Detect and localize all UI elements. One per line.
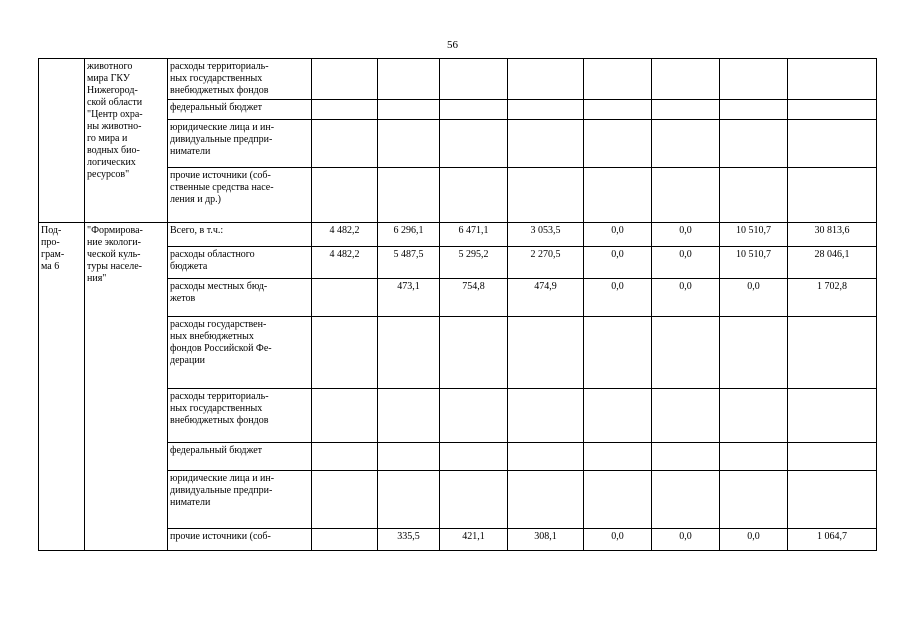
funding-source-line: ниматели [170,497,211,508]
value-cell [788,168,877,223]
funding-source-line: расходы местных бюд- [170,281,268,292]
value-cell [652,389,720,443]
value-cell [312,120,378,168]
funding-source-line: федеральный бюджет [170,102,263,113]
value-cell [312,168,378,223]
value-cell: 6 296,1 [378,223,440,247]
subprogram-name-line: туры населе- [87,261,143,272]
value-cell: 0,0 [584,529,652,551]
value-cell [378,389,440,443]
funding-source-line: внебюджетных фондов [170,415,269,426]
value-cell [312,100,378,120]
measure-name-line: го мира и [87,133,128,144]
value-cell [584,317,652,389]
value-cell [584,100,652,120]
value-cell: 473,1 [378,279,440,317]
value-cell [508,317,584,389]
value-cell: 0,0 [720,279,788,317]
value-cell [378,443,440,471]
measure-name-line: животного [87,61,133,72]
subprogram-name-line: ния" [87,273,107,284]
value-cell: 6 471,1 [440,223,508,247]
value-cell [440,120,508,168]
value-cell: 0,0 [652,279,720,317]
value-cell: 0,0 [720,529,788,551]
value-cell [440,168,508,223]
value-cell [652,443,720,471]
value-cell: 3 053,5 [508,223,584,247]
value-cell [584,59,652,100]
measure-name-line: мира ГКУ [87,73,130,84]
value-cell [378,168,440,223]
funding-source-cell [168,443,312,471]
table-row [39,59,877,100]
value-cell: 335,5 [378,529,440,551]
value-cell [378,317,440,389]
value-cell [720,471,788,529]
funding-source-line: юридические лица и ин- [170,473,275,484]
value-cell [788,389,877,443]
value-cell [584,168,652,223]
value-cell: 10 510,7 [720,223,788,247]
value-cell [788,317,877,389]
funding-source-line: бюджета [170,261,208,272]
subprogram-name-line: ческой куль- [87,249,141,260]
value-cell: 0,0 [652,247,720,279]
value-cell [312,443,378,471]
value-cell: 474,9 [508,279,584,317]
funding-source-line: дерации [170,355,206,366]
value-cell: 308,1 [508,529,584,551]
funding-source-line: дивидуальные предпри- [170,134,273,145]
program-label-cell [39,59,85,223]
subprogram-label-line: про- [41,237,60,248]
funding-source-line: ных государственных [170,73,263,84]
funding-source-line: фондов Российской Фе- [170,343,272,354]
funding-source-cell [168,247,312,279]
measure-name-line: "Центр охра- [87,109,143,120]
value-cell [720,317,788,389]
table-row [39,223,877,247]
funding-source-line: внебюджетных фондов [170,85,269,96]
measure-name-line: ны животно- [87,121,142,132]
value-cell [508,471,584,529]
value-cell [312,389,378,443]
measure-name-line: логических [87,157,136,168]
value-cell [378,120,440,168]
funding-source-cell [168,100,312,120]
value-cell [508,389,584,443]
value-cell: 4 482,2 [312,223,378,247]
funding-source-line: ных внебюджетных [170,331,254,342]
value-cell [312,279,378,317]
value-cell [378,471,440,529]
value-cell [312,471,378,529]
value-cell [720,59,788,100]
value-cell [584,471,652,529]
value-cell [720,443,788,471]
value-cell [378,59,440,100]
value-cell [584,389,652,443]
value-cell: 0,0 [584,247,652,279]
value-cell: 4 482,2 [312,247,378,279]
budget-table [38,58,877,551]
funding-source-line: прочие источники (соб- [170,531,271,542]
value-cell [508,59,584,100]
value-cell [378,100,440,120]
funding-source-line: федеральный бюджет [170,445,263,456]
measure-name-cell [85,59,168,223]
value-cell [720,389,788,443]
value-cell [788,471,877,529]
value-cell: 10 510,7 [720,247,788,279]
value-cell: 28 046,1 [788,247,877,279]
value-cell [440,317,508,389]
funding-source-cell [168,168,312,223]
funding-source-cell [168,389,312,443]
funding-source-line: ственные средства насе- [170,182,274,193]
value-cell [652,168,720,223]
page-number: 56 [447,39,458,51]
value-cell: 0,0 [652,223,720,247]
funding-source-line: расходы государствен- [170,319,267,330]
value-cell [508,120,584,168]
funding-source-line: ления и др.) [170,194,222,205]
value-cell: 1 064,7 [788,529,877,551]
value-cell [508,168,584,223]
measure-name-line: ресурсов" [87,169,130,180]
funding-source-line: жетов [170,293,196,304]
value-cell [440,443,508,471]
subprogram-name-line: ние экологи- [87,237,141,248]
measure-name-line: Нижегород- [87,85,138,96]
value-cell: 5 295,2 [440,247,508,279]
value-cell: 1 702,8 [788,279,877,317]
funding-source-line: расходы территориаль- [170,391,269,402]
value-cell: 30 813,6 [788,223,877,247]
value-cell [440,389,508,443]
funding-source-line: дивидуальные предпри- [170,485,273,496]
funding-source-line: расходы областного [170,249,255,260]
value-cell [312,59,378,100]
funding-source-line: расходы территориаль- [170,61,269,72]
value-cell [652,100,720,120]
value-cell [788,120,877,168]
funding-source-line: Всего, в т.ч.: [170,225,224,236]
value-cell [312,529,378,551]
funding-source-line: прочие источники (соб- [170,170,271,181]
funding-source-line: юридические лица и ин- [170,122,275,133]
subprogram-label-line: Под- [41,225,62,236]
value-cell [788,100,877,120]
funding-source-line: ниматели [170,146,211,157]
subprogram-label-cell [39,223,85,551]
funding-source-cell [168,223,312,247]
funding-source-cell [168,471,312,529]
value-cell: 0,0 [652,529,720,551]
subprogram-name-line: "Формирова- [87,225,143,236]
value-cell [720,100,788,120]
funding-source-cell [168,529,312,551]
funding-source-cell [168,279,312,317]
funding-source-line: ных государственных [170,403,263,414]
value-cell: 421,1 [440,529,508,551]
value-cell: 754,8 [440,279,508,317]
value-cell [652,120,720,168]
value-cell [652,59,720,100]
value-cell [788,443,877,471]
value-cell [720,168,788,223]
subprogram-label-line: ма 6 [41,261,60,272]
value-cell: 2 270,5 [508,247,584,279]
measure-name-line: водных био- [87,145,140,156]
subprogram-name-cell [85,223,168,551]
value-cell: 5 487,5 [378,247,440,279]
subprogram-label-line: грам- [41,249,65,260]
value-cell [508,443,584,471]
measure-name-line: ской области [87,97,143,108]
value-cell [788,59,877,100]
value-cell [440,59,508,100]
value-cell [720,120,788,168]
table-body [39,59,877,551]
funding-source-cell [168,317,312,389]
value-cell [440,471,508,529]
funding-source-cell [168,120,312,168]
value-cell [584,120,652,168]
value-cell [584,443,652,471]
value-cell: 0,0 [584,279,652,317]
value-cell [652,317,720,389]
value-cell [312,317,378,389]
value-cell: 0,0 [584,223,652,247]
value-cell [652,471,720,529]
funding-source-cell [168,59,312,100]
value-cell [440,100,508,120]
value-cell [508,100,584,120]
